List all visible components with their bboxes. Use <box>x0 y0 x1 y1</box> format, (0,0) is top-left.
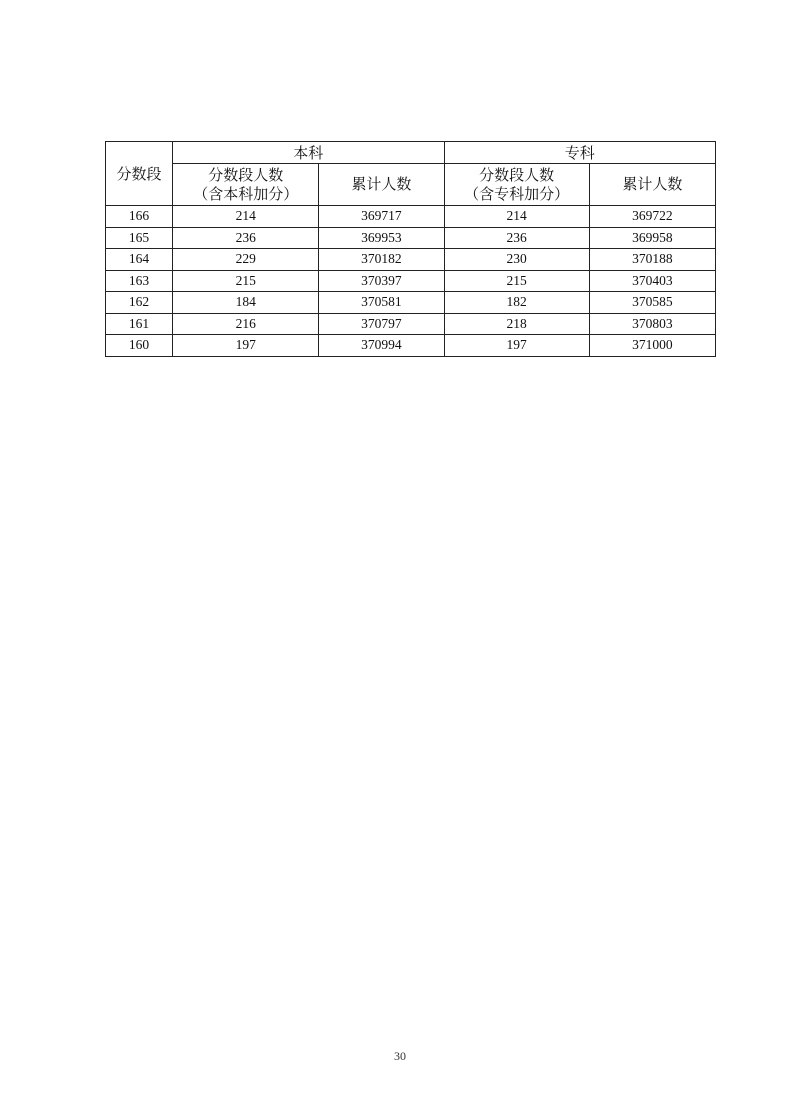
cell-undergrad-count: 197 <box>173 335 319 357</box>
cell-undergrad-count: 229 <box>173 249 319 271</box>
cell-junior-count: 218 <box>444 313 589 335</box>
cell-score: 162 <box>106 292 173 314</box>
cell-junior-cumulative: 370403 <box>589 270 715 292</box>
cell-undergrad-count: 215 <box>173 270 319 292</box>
cell-undergrad-count: 214 <box>173 206 319 228</box>
cell-undergrad-cumulative: 370397 <box>319 270 444 292</box>
header-junior-count-line1: 分数段人数 <box>479 165 555 184</box>
cell-undergrad-cumulative: 370994 <box>319 335 444 357</box>
page-number: 30 <box>394 1049 406 1063</box>
table-row <box>106 313 716 335</box>
table-row <box>106 292 716 314</box>
table-row <box>106 335 716 357</box>
cell-undergrad-cumulative: 370581 <box>319 292 444 314</box>
header-undergrad-count <box>173 164 319 206</box>
cell-undergrad-count: 184 <box>173 292 319 314</box>
table-row <box>106 249 716 271</box>
cell-junior-cumulative: 369722 <box>589 206 715 228</box>
cell-undergrad-cumulative: 370182 <box>319 249 444 271</box>
header-undergrad-cumulative: 累计人数 <box>319 164 444 206</box>
cell-junior-count: 182 <box>444 292 589 314</box>
cell-junior-cumulative: 371000 <box>589 335 715 357</box>
header-junior-count <box>444 164 589 206</box>
header-score-band: 分数段 <box>106 142 173 206</box>
table-row <box>106 206 716 228</box>
header-undergrad-count-line1: 分数段人数 <box>208 165 284 184</box>
header-row-groups <box>106 142 716 164</box>
cell-junior-cumulative: 370188 <box>589 249 715 271</box>
header-junior-count-line2: （含专科加分） <box>464 184 570 203</box>
header-junior: 专科 <box>444 142 715 164</box>
header-row-columns <box>106 164 716 206</box>
cell-junior-count: 236 <box>444 227 589 249</box>
cell-score: 164 <box>106 249 173 271</box>
cell-junior-count: 215 <box>444 270 589 292</box>
cell-undergrad-count: 236 <box>173 227 319 249</box>
table-row <box>106 227 716 249</box>
header-undergrad: 本科 <box>173 142 444 164</box>
cell-undergrad-count: 216 <box>173 313 319 335</box>
cell-undergrad-cumulative: 369953 <box>319 227 444 249</box>
cell-junior-count: 197 <box>444 335 589 357</box>
header-junior-cumulative: 累计人数 <box>589 164 715 206</box>
cell-junior-count: 214 <box>444 206 589 228</box>
cell-junior-count: 230 <box>444 249 589 271</box>
cell-score: 165 <box>106 227 173 249</box>
cell-junior-cumulative: 370585 <box>589 292 715 314</box>
score-distribution-table <box>105 141 716 357</box>
cell-junior-cumulative: 370803 <box>589 313 715 335</box>
cell-undergrad-cumulative: 369717 <box>319 206 444 228</box>
cell-score: 166 <box>106 206 173 228</box>
cell-undergrad-cumulative: 370797 <box>319 313 444 335</box>
cell-score: 160 <box>106 335 173 357</box>
cell-score: 163 <box>106 270 173 292</box>
header-undergrad-count-line2: （含本科加分） <box>193 184 299 203</box>
table-row <box>106 270 716 292</box>
cell-junior-cumulative: 369958 <box>589 227 715 249</box>
cell-score: 161 <box>106 313 173 335</box>
